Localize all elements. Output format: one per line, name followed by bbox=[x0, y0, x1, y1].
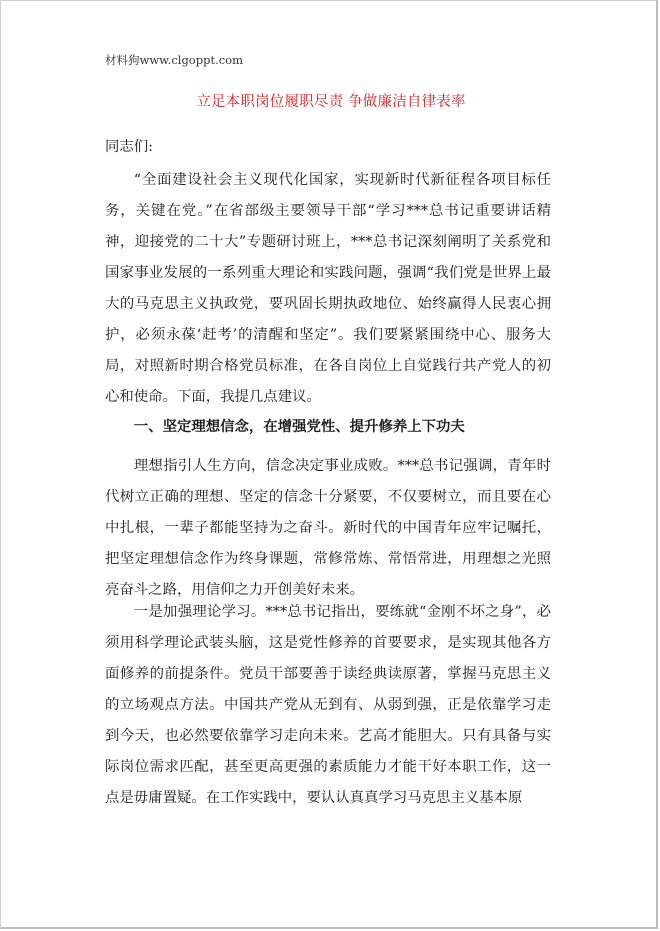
section-1-paragraph-1: 理想指引人生方向，信念决定事业成败。***总书记强调，青年时代树立正确的理想、坚定的信念十分紧要，不仅要树立，而且要在心中扎根，一辈子都能坚持为之奋斗。新时代的中国青年应牢记嘱托，把坚定理想信念作为终身课题，常修常炼、常悟常进，用理想之光照亮奋斗之路，用信仰之力开创美好未来。 bbox=[105, 458, 551, 598]
watermark-text: 材料狗www.clgoppt.com bbox=[105, 53, 243, 67]
intro-paragraph: “全面建设社会主义现代化国家，实现新时代新征程各项目标任务，关键在党。”在省部级主要领导干部“学习***总书记重要讲话精神，迎接党的二十大”专题研讨班上，***总书记深刻阐明了关系党和国家事业发展的一系列重大理论和实践问题，强调“我们党是世界上最大的马克思主义执政党，要巩固长期执政地位、始终赢得人民衷心拥护，必须永葆‘赶考’的清醒和坚定”。我们要紧紧围绕中心、服务大局，对照新时期合格党员标准，在各自岗位上自觉践行共产党人的初心和使命。下面，我提几点建议。 bbox=[105, 172, 551, 405]
section-heading-1: 一、坚定理想信念，在增强党性、提升修养上下功夫 bbox=[133, 418, 465, 435]
section-1-paragraph-2: 一是加强理论学习。***总书记指出，要练就“金刚不坏之身”，必须用科学理论武装头脑，这是党性修养的首要要求，是实现其他各方面修养的前提条件。党员干部要善于读经典读原著，掌握马克思主义的立场观点方法。中国共产党从无到有、从弱到强，正是依靠学习走到今天，也必然要依靠学习走向未来。艺高才能胆大。只有具备与实际岗位需求匹配，甚至更高更强的素质能力才能干好本职工作，这一点是毋庸置疑。在工作实践中，要认认真真学习马克思主义基本原 bbox=[105, 604, 551, 806]
salutation: 同志们: bbox=[105, 139, 154, 155]
document-title: 立足本职岗位履职尽责 争做廉洁自律表率 bbox=[196, 94, 466, 110]
